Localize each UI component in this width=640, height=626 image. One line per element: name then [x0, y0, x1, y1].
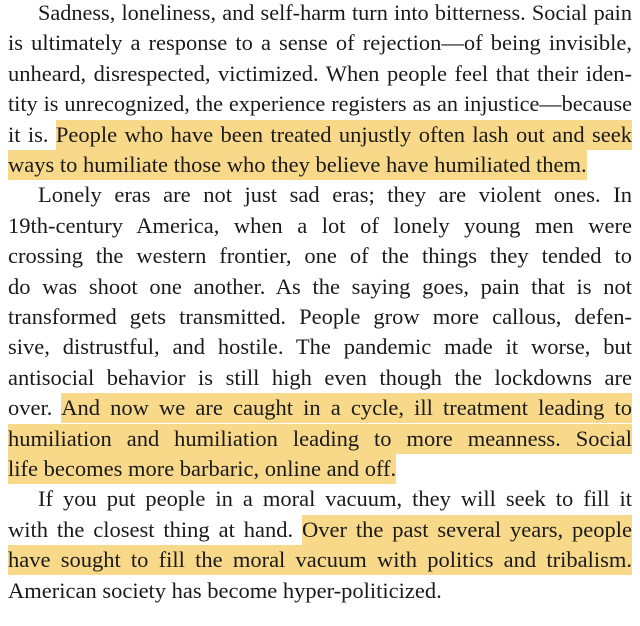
text-line [8, 454, 632, 484]
line-text: with the closest thing at hand. [8, 516, 302, 542]
line-text: do was shoot one another. As the saying goes, pain that is not [8, 273, 632, 299]
text-line [8, 89, 632, 119]
text-line [8, 241, 632, 271]
highlighted-passage: have sought to fill the moral vacuum with politics and tribalism. [8, 545, 632, 575]
line-text: transformed gets transmitted. People grow more callous, defen- [8, 304, 632, 329]
line-text: it is. [8, 121, 56, 147]
highlighted-passage: humiliation and humiliation leading to more meanness. Social [8, 424, 632, 454]
highlighted-passage: Over the past several years, people [302, 515, 632, 545]
line-text: 19th-century America, when a lot of lonely young men were [8, 212, 632, 238]
highlighted-passage: ways to humiliate those who they believe have humiliated them. [8, 150, 587, 180]
line-text: sive, distrustful, and hostile. The pandemic made it worse, but [8, 334, 632, 360]
highlighted-passage: People who have been treated unjustly often lash out and seek [56, 120, 632, 150]
text-line [8, 59, 632, 89]
line-text: Sadness, loneliness, and self-harm turn into bitterness. Social pain [38, 0, 632, 25]
highlighted-passage: life becomes more barbaric, online and off. [8, 454, 396, 484]
text-line [8, 150, 632, 180]
text-line [8, 272, 632, 302]
text-line [8, 302, 632, 332]
highlighted-passage: And now we are caught in a cycle, ill treatment leading to [61, 393, 632, 423]
text-line [38, 484, 632, 514]
text-line [8, 393, 632, 423]
text-line [38, 0, 632, 28]
text-line [8, 424, 632, 454]
text-line [8, 363, 632, 393]
text-line [8, 28, 632, 58]
text-line [8, 211, 632, 241]
line-text: tity is unrecognized, the experience registers as an injustice—because [8, 91, 632, 117]
line-text: is ultimately a response to a sense of rejection—of being invisible, [8, 30, 632, 56]
text-line [8, 120, 632, 150]
line-text: American society has become hyper-politicized. [8, 577, 442, 603]
text-line [8, 332, 632, 362]
text-line [8, 515, 632, 545]
line-text: If you put people in a moral vacuum, they will seek to fill it [38, 486, 632, 512]
line-text: antisocial behavior is still high even though the lockdowns are [8, 364, 632, 390]
line-text: Lonely eras are not just sad eras; they are violent ones. In [38, 182, 632, 208]
line-text: over. [8, 395, 62, 421]
line-text: crossing the western frontier, one of the things they tended to [8, 243, 632, 269]
text-line [8, 576, 632, 606]
text-line [8, 545, 632, 575]
text-line [38, 180, 632, 210]
line-text: unheard, disrespected, victimized. When people feel that their iden- [8, 60, 632, 86]
